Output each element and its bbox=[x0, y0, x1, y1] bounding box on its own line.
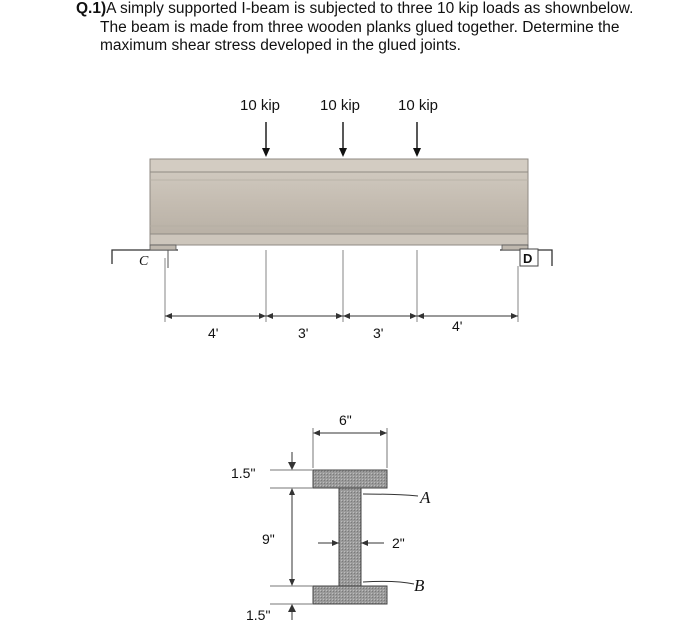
joint-a-leader bbox=[363, 494, 418, 496]
span-label-3: 3' bbox=[373, 325, 384, 341]
span-label-4: 4' bbox=[452, 318, 463, 334]
support-label-d: D bbox=[523, 251, 533, 266]
joint-b-leader bbox=[363, 581, 414, 584]
beam-diagram bbox=[112, 97, 552, 341]
span-dimension-line bbox=[165, 313, 518, 319]
web bbox=[339, 488, 361, 586]
joint-label-a: A bbox=[420, 488, 431, 507]
question-number: Q.1) bbox=[76, 0, 107, 17]
web-thickness-label: 2" bbox=[392, 535, 405, 551]
beam-web-plank bbox=[150, 172, 528, 234]
flange-width-label: 6" bbox=[339, 412, 352, 428]
joint-label-b: B bbox=[414, 576, 425, 595]
cross-section-diagram bbox=[231, 412, 431, 623]
load-arrow-3 bbox=[413, 122, 421, 157]
i-section bbox=[313, 470, 387, 604]
flange-width-dimension bbox=[313, 428, 387, 468]
span-label-2: 3' bbox=[298, 325, 309, 341]
span-label-1: 4' bbox=[208, 325, 219, 341]
bottom-flange bbox=[313, 586, 387, 604]
beam-top-plank bbox=[150, 159, 528, 172]
wooden-beam bbox=[150, 159, 528, 245]
support-label-c: C bbox=[139, 254, 149, 269]
vertical-dimensions bbox=[270, 452, 313, 620]
load-label-1: 10 kip bbox=[240, 97, 281, 114]
top-flange bbox=[313, 470, 387, 488]
question-line-1: A simply supported I-beam is subjected to three 10 kip loads as shownbelow. bbox=[106, 0, 634, 17]
dimension-extension-lines bbox=[165, 250, 518, 322]
top-flange-thickness-label: 1.5" bbox=[231, 465, 256, 481]
beam-bottom-plank bbox=[150, 234, 528, 245]
load-arrow-1 bbox=[262, 122, 270, 157]
load-label-2: 10 kip bbox=[320, 97, 361, 114]
question-line-3: maximum shear stress developed in the glued joints. bbox=[100, 37, 461, 54]
bottom-flange-thickness-label: 1.5" bbox=[246, 607, 271, 623]
web-height-label: 9" bbox=[262, 531, 275, 547]
load-arrow-2 bbox=[339, 122, 347, 157]
question-line-2: The beam is made from three wooden planks glued together. Determine the bbox=[100, 18, 620, 36]
load-label-3: 10 kip bbox=[398, 97, 439, 114]
